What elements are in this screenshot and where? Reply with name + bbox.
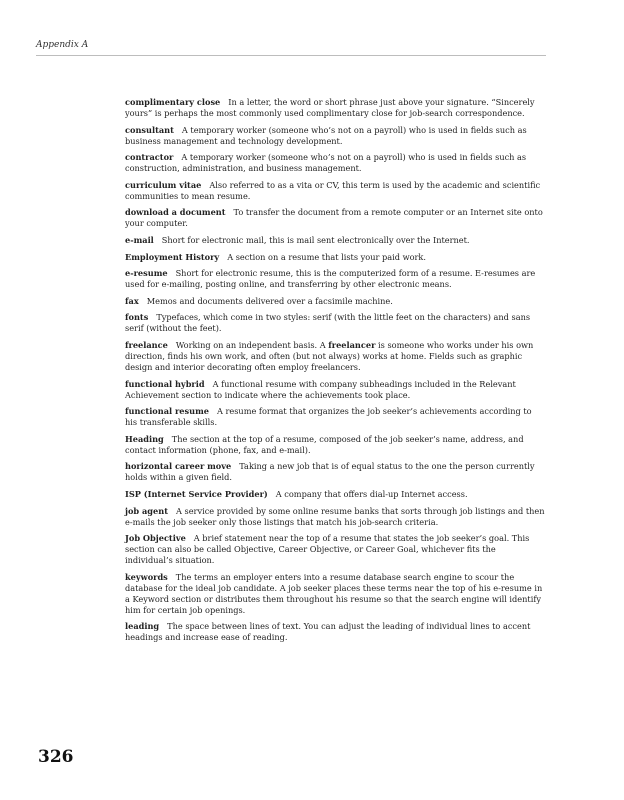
glossary-term: download a document <box>125 207 226 218</box>
glossary-term: e-resume <box>125 268 168 279</box>
glossary-definition: Short for electronic mail, this is mail sent electronically over the Internet. <box>161 234 470 245</box>
glossary-definition: Also referred to as a vita or CV, this term is used by the academic and scientific communities to mean resume. <box>125 179 541 201</box>
glossary-entry <box>125 533 545 566</box>
glossary-term: ISP (Internet Service Provider) <box>125 488 268 499</box>
glossary-entry <box>125 235 545 246</box>
glossary-definition: A temporary worker (someone who’s not on a payroll) who is used in fields such as construction, administration, and business management. <box>125 152 527 174</box>
glossary-term: Employment History <box>125 251 220 262</box>
glossary-entry <box>125 461 545 483</box>
running-head: Appendix A <box>36 40 89 50</box>
glossary-term: consultant <box>125 124 174 135</box>
glossary-definition <box>125 340 533 372</box>
glossary-term: Job Objective <box>125 533 186 544</box>
glossary-definition: A temporary worker (someone who’s not on a payroll) who is used in fields such as business management and technology development. <box>125 124 527 146</box>
glossary-term: functional hybrid <box>125 378 205 389</box>
header-rule <box>36 55 546 56</box>
glossary-definition: In a letter, the word or short phrase just above your signature. “Sincerely yours” is perhaps the most commonly used complimentary close for job-search correspondence. <box>125 97 535 118</box>
glossary-entry <box>125 252 545 263</box>
glossary-term: complimentary close <box>125 97 221 107</box>
glossary-entry <box>125 97 545 119</box>
glossary-term: fax <box>125 295 139 306</box>
glossary-entry <box>125 207 545 229</box>
glossary-entry <box>125 268 545 290</box>
glossary-term: contractor <box>125 152 174 163</box>
glossary-entry <box>125 406 545 428</box>
glossary-entry <box>125 506 545 528</box>
glossary-entry <box>125 434 545 456</box>
glossary-entry <box>125 621 545 643</box>
glossary-term: horizontal career move <box>125 461 232 472</box>
glossary-definition: A functional resume with company subheadings included in the Relevant Achievement section to indicate where the achievements took place. <box>125 378 516 400</box>
emphasized-term: freelancer <box>328 339 376 350</box>
definition-text: Working on an independent basis. A <box>175 339 326 350</box>
glossary-entry <box>125 180 545 202</box>
glossary-definition: A company that offers dial-up Internet access. <box>275 488 468 499</box>
glossary-term: functional resume <box>125 406 209 417</box>
glossary-definition: The terms an employer enters into a resume database search engine to scour the database for the ideal job candidate. A job seeker places these terms near the top of his e-resume in a Keyword section or distributes them throughout his resume so that the search engine will identify him for certain job openings. <box>125 571 543 615</box>
page-number: 326 <box>38 747 74 767</box>
glossary-definition: Taking a new job that is of equal status to the one the person currently holds within a given field. <box>125 461 535 483</box>
glossary-list <box>125 97 545 649</box>
glossary-entry <box>125 125 545 147</box>
glossary-definition: A section on a resume that lists your paid work. <box>227 251 426 262</box>
glossary-entry <box>125 152 545 174</box>
glossary-entry <box>125 312 545 334</box>
glossary-term: e-mail <box>125 234 154 245</box>
glossary-term: keywords <box>125 571 168 582</box>
glossary-definition: A brief statement near the top of a resume that states the job seeker’s goal. This section can also be called Objective, Career Objective, or Career Goal, whichever fits the individual’s situation. <box>125 533 530 566</box>
definition-text: is someone who works under his own direction, finds his own work, and often (but not always) works at home. Fields such as graphic design and interior decorating often employ freelancers. <box>125 339 534 372</box>
glossary-term: leading <box>125 621 160 632</box>
glossary-entry <box>125 489 545 500</box>
glossary-definition: To transfer the document from a remote computer or an Internet site onto your computer. <box>125 207 543 229</box>
glossary-entry <box>125 340 545 373</box>
glossary-definition: The section at the top of a resume, composed of the job seeker’s name, address, and contact information (phone, fax, and e-mail). <box>125 433 524 455</box>
glossary-term: job agent <box>125 505 168 516</box>
glossary-definition: A service provided by some online resume banks that sorts through job listings and then e-mails the job seeker only those listings that match his job-search criteria. <box>125 505 545 527</box>
glossary-entry <box>125 572 545 616</box>
glossary-definition: Typefaces, which come in two styles: serif (with the little feet on the characters) and sans serif (without the feet). <box>125 312 531 334</box>
glossary-term: fonts <box>125 312 149 323</box>
glossary-term: curriculum vitae <box>125 179 202 190</box>
glossary-term: Heading <box>125 433 164 444</box>
glossary-entry <box>125 379 545 401</box>
glossary-definition: The space between lines of text. You can adjust the leading of individual lines to accent headings and increase ease of reading. <box>125 621 531 643</box>
glossary-entry <box>125 296 545 307</box>
glossary-definition: Short for electronic resume, this is the computerized form of a resume. E-resumes are used for e-mailing, posting online, and transferring by other electronic means. <box>125 268 536 290</box>
glossary-term: freelance <box>125 339 168 350</box>
glossary-definition: Memos and documents delivered over a facsimile machine. <box>146 295 393 306</box>
glossary-definition: A resume format that organizes the job seeker’s achievements according to his transferable skills. <box>125 406 532 428</box>
